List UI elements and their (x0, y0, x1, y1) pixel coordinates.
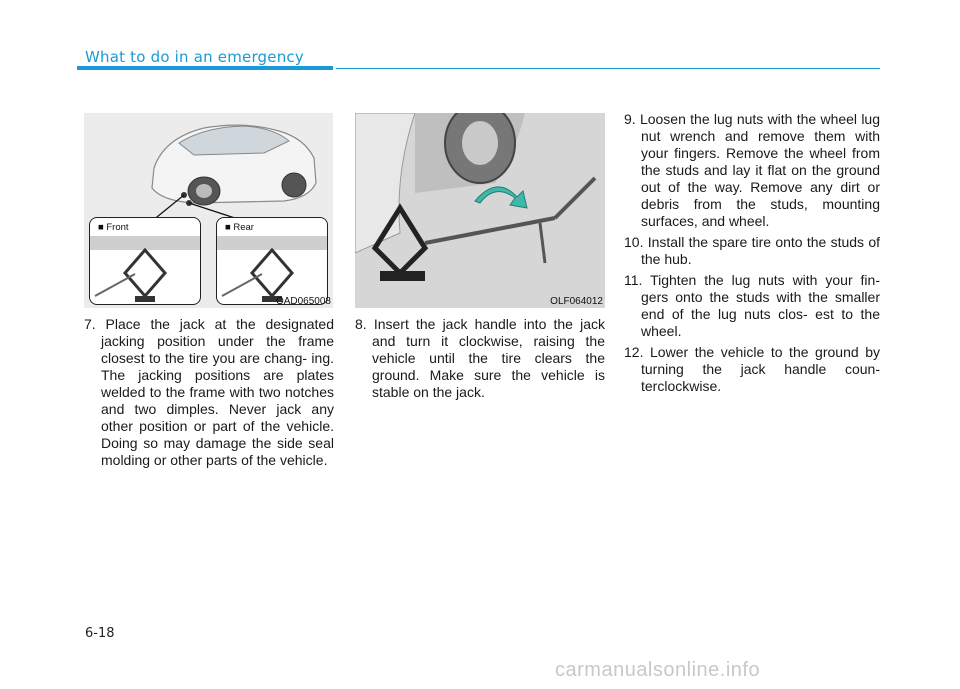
jack-handle-figure (355, 113, 605, 308)
header-rule-thin (336, 68, 880, 69)
step-9: 9. Loosen the lug nuts with the wheel lug nut wrench and remove them with your fingers. Remove the wheel from the studs and lay it flat on the ground out of the way. Remove any dirt or debris from the studs, mounting surfaces, and wheel. (624, 111, 880, 229)
inset-front-label: ■ Front (98, 222, 129, 233)
step-8: 8. Insert the jack handle into the jack and turn it clockwise, raising the vehicle until the tire clears the ground. Make sure the vehicle is stable on the jack. (355, 316, 605, 400)
column-2 (355, 316, 605, 405)
figure-code: OLF064012 (550, 296, 603, 307)
step-7: 7. Place the jack at the designated jacking position under the frame closest to the tire you are chang- ing. The jacking positions are plates welded to the frame with two notches and two dimples. Never jack any other position or part of the vehicle. Doing so may damage the side seal molding or other parts of the vehicle. (84, 316, 334, 468)
section-title: What to do in an emergency (85, 48, 304, 66)
inset-front (89, 217, 201, 305)
figure-code: OAD065008 (275, 296, 331, 307)
clockwise-arrow-icon (475, 187, 527, 208)
step-10: 10. Install the spare tire onto the studs of the hub. (624, 234, 880, 267)
column-3 (624, 111, 880, 399)
jack-handle-illustration (355, 113, 605, 308)
inset-rear (216, 217, 328, 305)
jacking-position-figure (84, 113, 333, 308)
watermark: carmanualsonline.info (555, 659, 761, 681)
header-rule-thick (77, 66, 333, 70)
column-1 (84, 316, 334, 473)
step-12: 12. Lower the vehicle to the ground by turning the jack handle coun- terclockwise. (624, 344, 880, 394)
step-11: 11. Tighten the lug nuts with your fin- gers onto the studs with the smaller end of the lug nuts clos- est to the wheel. (624, 272, 880, 339)
page-number: 6-18 (85, 626, 115, 641)
inset-rear-label: ■ Rear (225, 222, 254, 233)
